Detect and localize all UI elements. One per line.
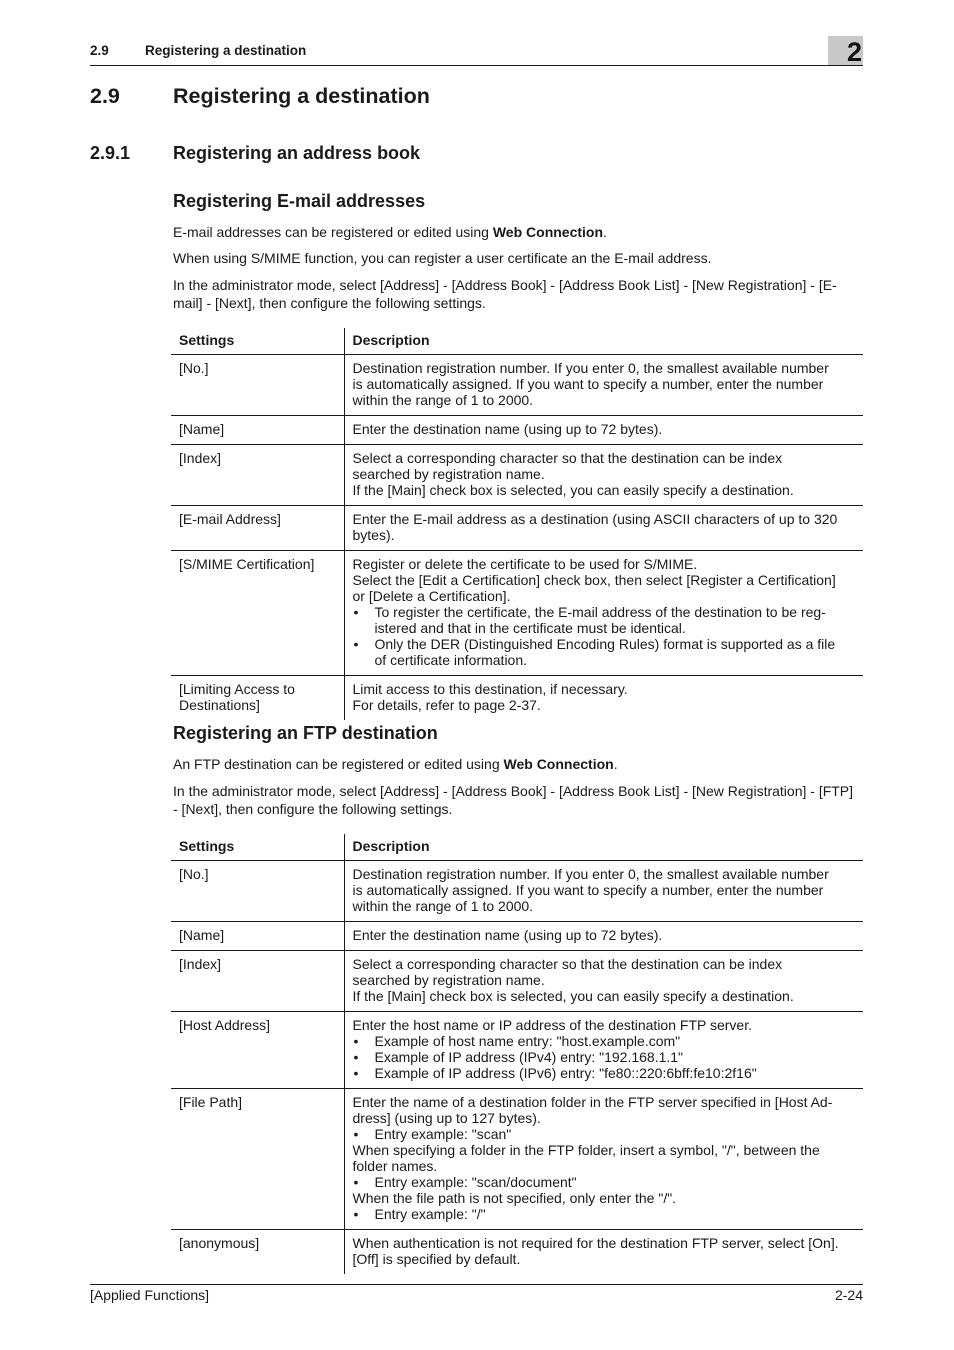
section-title: Registering a destination (173, 84, 430, 108)
description-line: searched by registration name. (352, 466, 545, 482)
bullet-item (353, 1174, 856, 1190)
description-line: If the [Main] check box is selected, you can easily specify a destination. (352, 988, 794, 1004)
description-line: is automatically assigned. If you want to specify a number, enter the number (352, 376, 824, 392)
description-line: or [Delete a Certification]. (352, 588, 511, 604)
bullet-item (353, 1065, 856, 1081)
setting-name: [Index] (179, 956, 222, 972)
description-cell (344, 922, 863, 951)
description-cell (344, 1230, 863, 1275)
setting-name: [S/MIME Certification] (179, 556, 315, 572)
setting-name-cell (171, 1012, 344, 1089)
email-admin-instructions: In the administrator mode, select [Address] - [Address Book] - [Address Book List] - [New Registration] - [E- mail] - [Next], then configure the following settings. (173, 277, 837, 311)
column-header: Settings (171, 328, 344, 355)
setting-name: [E-mail Address] (179, 511, 281, 527)
table-row (171, 1230, 863, 1275)
subsection-number: 2.9.1 (90, 143, 131, 163)
setting-name: [Name] (179, 421, 225, 437)
column-header: Description (344, 328, 863, 355)
setting-name-cell (171, 506, 344, 551)
bullet-line: of certificate information. (374, 652, 528, 668)
table-row (171, 676, 863, 721)
description-line: Enter the destination name (using up to 72 bytes). (352, 927, 663, 943)
header-section-number: 2.9 (90, 43, 109, 58)
setting-name-cell (171, 1089, 344, 1230)
setting-name: [No.] (179, 360, 209, 376)
setting-name-line: Destinations] (179, 697, 260, 713)
description-line: bytes). (352, 527, 395, 543)
table-row (171, 355, 863, 416)
description-line: Enter the E-mail address as a destination (using ASCII characters of up to 320 (352, 511, 838, 527)
description-cell (344, 1012, 863, 1089)
description-line: Enter the destination name (using up to 72 bytes). (352, 421, 663, 437)
setting-name-cell (171, 861, 344, 922)
table-row (171, 506, 863, 551)
description-line: For details, refer to page 2-37. (352, 697, 541, 713)
footer-page-number: 2-24 (834, 1287, 863, 1303)
bullet-line: • Example of host name entry: "host.example.com" (374, 1033, 681, 1049)
description-line: When authentication is not required for the destination FTP server, select [On]. (352, 1235, 839, 1251)
table-row (171, 416, 863, 445)
setting-name: [File Path] (179, 1094, 243, 1110)
setting-name-line: [Limiting Access to (179, 681, 295, 697)
description-cell (344, 416, 863, 445)
description-line: Select the [Edit a Certification] check box, then select [Register a Certification] (352, 572, 836, 588)
description-line: Limit access to this destination, if necessary. (352, 681, 628, 697)
description-line: Enter the name of a destination folder in the FTP server specified in [Host Ad- (352, 1094, 833, 1110)
table-row (171, 922, 863, 951)
description-line: is automatically assigned. If you want to specify a number, enter the number (352, 882, 824, 898)
description-line: Register or delete the certificate to be used for S/MIME. (352, 556, 698, 572)
bullet-line: • Only the DER (Distinguished Encoding Rules) format is supported as a file (374, 636, 836, 652)
description-line: within the range of 1 to 2000. (352, 392, 534, 408)
description-line: Select a corresponding character so that the destination can be index (352, 450, 783, 466)
ftp-intro: An FTP destination can be registered or edited using Web Connection. (173, 756, 618, 772)
description-cell (344, 551, 863, 676)
table-header-row (171, 328, 863, 355)
description-cell (344, 355, 863, 416)
ftp-settings-table (171, 834, 863, 1274)
description-cell (344, 861, 863, 922)
description-cell (344, 951, 863, 1012)
setting-name: [Name] (179, 927, 225, 943)
bullet-line: • Example of IP address (IPv4) entry: "192.168.1.1" (374, 1049, 684, 1065)
bullet-item (353, 604, 856, 636)
section-number: 2.9 (90, 84, 120, 108)
smime-note: When using S/MIME function, you can register a user certificate an the E-mail address. (173, 250, 712, 266)
setting-name-cell (171, 922, 344, 951)
email-settings-table (171, 328, 863, 720)
setting-name-cell (171, 951, 344, 1012)
web-connection-label: Web Connection (492, 224, 604, 240)
description-line: Destination registration number. If you enter 0, the smallest available number (352, 360, 829, 376)
subsection-title: Registering an address book (173, 143, 421, 163)
footer-rule (90, 1284, 863, 1285)
description-cell (344, 676, 863, 721)
bullet-line: • Entry example: "scan/document" (374, 1174, 577, 1190)
setting-name-cell (171, 445, 344, 506)
description-cell (344, 1089, 863, 1230)
description-line: Enter the host name or IP address of the destination FTP server. (352, 1017, 752, 1033)
bullet-line: • Entry example: "scan" (374, 1126, 512, 1142)
ftp-heading: Registering an FTP destination (173, 723, 438, 743)
description-line: Select a corresponding character so that the destination can be index (352, 956, 783, 972)
chapter-number-badge: 2 (828, 36, 863, 65)
table-row (171, 445, 863, 506)
table-row (171, 861, 863, 922)
setting-name: [anonymous] (179, 1235, 260, 1251)
description-line: When the file path is not specified, only enter the "/". (352, 1190, 677, 1206)
description-line: Destination registration number. If you enter 0, the smallest available number (352, 866, 829, 882)
running-header (90, 37, 863, 67)
bullet-item (353, 1049, 856, 1065)
table-row (171, 1089, 863, 1230)
description-line: dress] (using up to 127 bytes). (352, 1110, 541, 1126)
web-connection-label: Web Connection (503, 756, 614, 772)
bullet-line: • Example of IP address (IPv6) entry: "fe80::220:6bff:fe10:2f16" (374, 1065, 757, 1081)
bullet-item (353, 636, 856, 668)
table-row (171, 551, 863, 676)
header-section-title: Registering a destination (145, 43, 307, 58)
bullet-item (353, 1033, 856, 1049)
email-intro: E-mail addresses can be registered or edited using Web Connection. (173, 224, 607, 240)
setting-name-cell (171, 355, 344, 416)
column-header: Settings (171, 834, 344, 861)
description-cell (344, 445, 863, 506)
table-header-row (171, 834, 863, 861)
description-cell (344, 506, 863, 551)
table-row (171, 1012, 863, 1089)
setting-name: [Index] (179, 450, 222, 466)
setting-name-cell (171, 1230, 344, 1275)
setting-name: [No.] (179, 866, 209, 882)
description-line: [Off] is specified by default. (352, 1251, 521, 1267)
column-header: Description (344, 834, 863, 861)
bullet-item (353, 1126, 856, 1142)
bullet-line: istered and that in the certificate must be identical. (374, 620, 686, 636)
setting-name-cell (171, 551, 344, 676)
setting-name: [Host Address] (179, 1017, 271, 1033)
email-heading: Registering E-mail addresses (173, 191, 426, 211)
setting-name-cell (171, 676, 344, 721)
description-line: If the [Main] check box is selected, you can easily specify a destination. (352, 482, 794, 498)
footer-manual-title: [Applied Functions] (90, 1287, 210, 1303)
description-line: When specifying a folder in the FTP folder, insert a symbol, "/", between the (352, 1142, 820, 1158)
description-line: searched by registration name. (352, 972, 545, 988)
setting-name-cell (171, 416, 344, 445)
ftp-admin-instructions: In the administrator mode, select [Address] - [Address Book] - [Address Book List] - [New Registration] - [FTP] - [Next], then configure the following settings. (173, 783, 854, 817)
bullet-item (353, 1206, 856, 1222)
bullet-line: • Entry example: "/" (374, 1206, 486, 1222)
table-row (171, 951, 863, 1012)
description-line: folder names. (352, 1158, 438, 1174)
description-line: within the range of 1 to 2000. (352, 898, 534, 914)
bullet-line: • To register the certificate, the E-mail address of the destination to be reg- (374, 604, 826, 620)
